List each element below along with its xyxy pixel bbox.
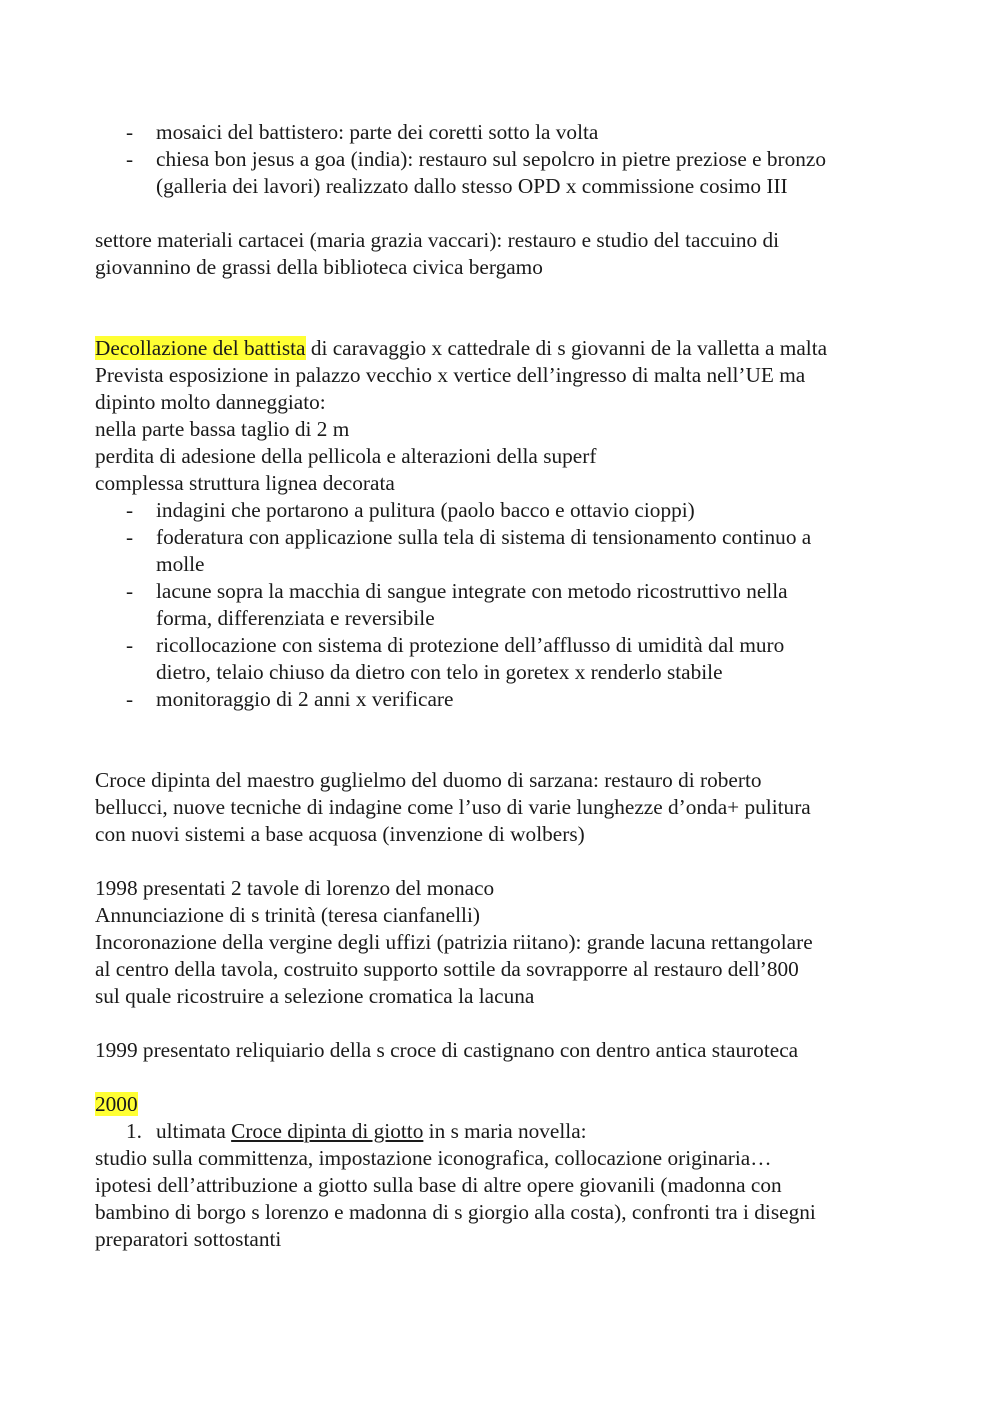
- paragraph-1999: [95, 1037, 915, 1064]
- list-item-text: molle: [156, 552, 205, 576]
- list-item: [95, 119, 915, 146]
- number-marker: 1.: [126, 1119, 142, 1143]
- text-line: nella parte bassa taglio di 2 m: [95, 417, 350, 441]
- paragraph-croce-sarzana: [95, 767, 915, 848]
- text-line: dipinto molto danneggiato:: [95, 390, 326, 414]
- list-item-text: monitoraggio di 2 anni x verificare: [156, 687, 454, 711]
- text-line: Prevista esposizione in palazzo vecchio x vertice dell’ingresso di malta nell’UE ma: [95, 363, 806, 387]
- bullet-list-mosaici: [95, 119, 915, 200]
- text-line: complessa struttura lignea decorata: [95, 471, 395, 495]
- text-line: settore materiali cartacei (maria grazia vaccari): restauro e studio del taccuino di: [95, 228, 780, 252]
- dash-marker: -: [126, 633, 134, 657]
- list-item-text: ricollocazione con sistema di protezione dell’afflusso di umidità dal muro: [156, 633, 785, 657]
- year-heading-line: [95, 1091, 915, 1118]
- numbered-item: [95, 1118, 915, 1145]
- list-item: [95, 146, 915, 200]
- list-item: [95, 578, 915, 632]
- text-line: studio sulla committenza, impostazione iconografica, collocazione originaria…: [95, 1146, 772, 1170]
- list-item-text: chiesa bon jesus a goa (india): restauro sul sepolcro in pietre preziose e bronzo: [156, 147, 827, 171]
- text-line: giovannino de grassi della biblioteca civica bergamo: [95, 255, 543, 279]
- document-page: [95, 119, 915, 1253]
- list-item: [95, 524, 915, 578]
- text-line: con nuovi sistemi a base acquosa (invenzione di wolbers): [95, 822, 585, 846]
- text-line: Annunciazione di s trinità (teresa cianfanelli): [95, 903, 480, 927]
- list-item: [95, 497, 915, 524]
- text-line: preparatori sottostanti: [95, 1227, 282, 1251]
- text-line: sul quale ricostruire a selezione cromatica la lacuna: [95, 984, 535, 1008]
- text-line: perdita di adesione della pellicola e alterazioni della superf: [95, 444, 597, 468]
- paragraph-paper-section: [95, 227, 915, 281]
- text-line: 1999 presentato reliquiario della s croce di castignano con dentro antica stauroteca: [95, 1038, 799, 1062]
- list-item-text: (galleria dei lavori) realizzato dallo stesso OPD x commissione cosimo III: [156, 174, 788, 198]
- text-line: Croce dipinta del maestro guglielmo del duomo di sarzana: restauro di roberto: [95, 768, 762, 792]
- text-line: 1998 presentati 2 tavole di lorenzo del monaco: [95, 876, 495, 900]
- list-item: [95, 632, 915, 686]
- list-item-text: foderatura con applicazione sulla tela di sistema di tensionamento continuo a: [156, 525, 812, 549]
- text-line: bellucci, nuove tecniche di indagine come l’uso di varie lunghezze d’onda+ pulitura: [95, 795, 811, 819]
- text-line: al centro della tavola, costruito supporto sottile da sovrapporre al restauro dell’800: [95, 957, 799, 981]
- dash-marker: -: [126, 525, 134, 549]
- section-decollazione: [95, 335, 915, 713]
- title-rest: di caravaggio x cattedrale di s giovanni de la valletta a malta: [305, 336, 828, 360]
- list-item: [95, 686, 915, 713]
- text-line: bambino di borgo s lorenzo e madonna di s giorgio alla costa), confronti tra i disegni: [95, 1200, 816, 1224]
- dash-marker: -: [126, 147, 134, 171]
- text-line: Incoronazione della vergine degli uffizi (patrizia riitano): grande lacuna rettangolare: [95, 930, 813, 954]
- numbered-item-text: [156, 1118, 915, 1145]
- text-line: ipotesi dell’attribuzione a giotto sulla base di altre opere giovanili (madonna con: [95, 1173, 782, 1197]
- list-item-text: dietro, telaio chiuso da dietro con telo in goretex x renderlo stabile: [156, 660, 723, 684]
- dash-marker: -: [126, 120, 134, 144]
- list-item-text: forma, differenziata e reversibile: [156, 606, 435, 630]
- list-item-text: lacune sopra la macchia di sangue integrate con metodo ricostruttivo nella: [156, 579, 788, 603]
- section-2000: [95, 1091, 915, 1253]
- paragraph-1998: [95, 875, 915, 1010]
- list-item-text: mosaici del battistero: parte dei coretti sotto la volta: [156, 120, 599, 144]
- bullet-list-interventions: [95, 497, 915, 713]
- underlined-title: Croce dipinta di giotto: [231, 1119, 424, 1143]
- highlighted-year: 2000: [95, 1092, 138, 1116]
- dash-marker: -: [126, 687, 134, 711]
- dash-marker: -: [126, 498, 134, 522]
- item-prefix: ultimata: [156, 1119, 232, 1143]
- list-item-text: indagini che portarono a pulitura (paolo bacco e ottavio cioppi): [156, 498, 695, 522]
- decollazione-title-line: [95, 335, 915, 362]
- highlighted-title: Decollazione del battista: [95, 336, 306, 360]
- dash-marker: -: [126, 579, 134, 603]
- item-suffix: in s maria novella:: [423, 1119, 587, 1143]
